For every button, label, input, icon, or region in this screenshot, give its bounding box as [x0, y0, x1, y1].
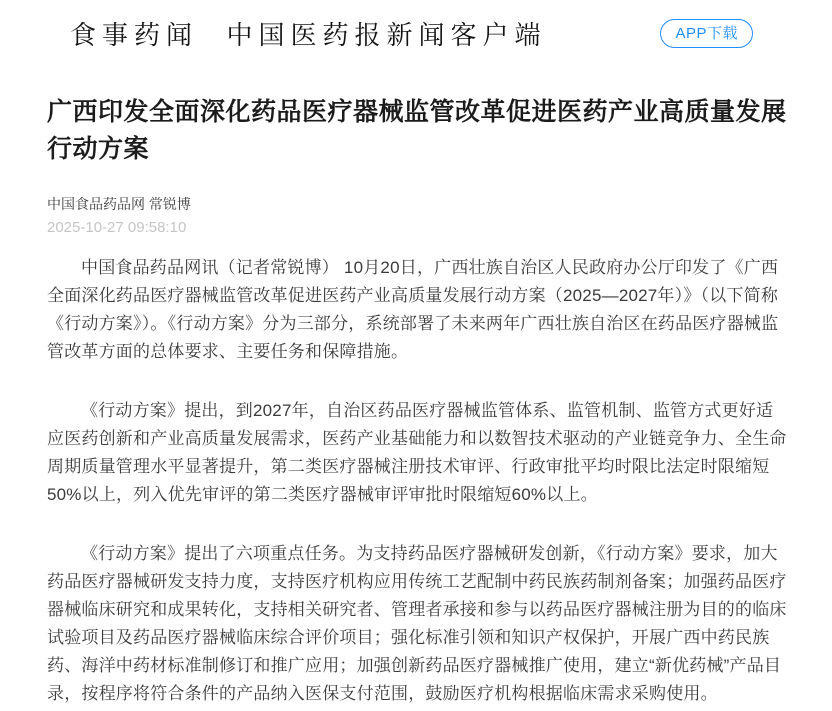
logo-text-right: 中国医药报新闻客户端 — [226, 20, 547, 50]
article-timestamp: 2025-10-27 09:58:10 — [47, 219, 187, 236]
article-paragraph-2: 《行动方案》提出，到2027年，自治区药品医疗器械监管体系、监管机制、监管方式更好适应医药创新和产业高质量发展需求，医药产业基础能力和以数智技术驱动的产业链竞争力、全生命周期质量管理水平显著提升，第二类医疗器械注册技术审评、行政审批平均时限比法定时限缩短50%以上，列入优先审评的第二类医疗器械审评审批时限缩短60%以上。 — [47, 401, 787, 504]
article-meta — [47, 194, 788, 236]
app-header — [0, 0, 832, 50]
article-paragraph-1: 中国食品药品网讯（记者常锐博） 10月20日，广西壮族自治区人民政府办公厅印发了《广西全面深化药品医疗器械监管改革促进医药产业高质量发展行动方案（2025—2027年）》（以下简称《行动方案》）。《行动方案》分为三部分，系统部署了未来两年广西壮族自治区在药品医疗器械监管改革方面的总体要求、主要任务和保障措施。 — [47, 258, 779, 361]
article-paragraph-3: 《行动方案》提出了六项重点任务。为支持药品医疗器械研发创新，《行动方案》要求，加大药品医疗器械研发支持力度，支持医疗机构应用传统工艺配制中药民族药制剂备案；加强药品医疗器械临床研究和成果转化，支持相关研究者、管理者承接和参与以药品医疗器械注册为目的的临床试验项目及药品医疗器械临床综合评价项目；强化标准引领和知识产权保护，开展广西中药民族药、海洋中药材标准制修订和推广应用；加强创新药品医疗器械推广使用，建立“新优药械”产品目录，按程序将符合条件的产品纳入医保支付范围，鼓励医疗机构根据临床需求采购使用。 — [47, 544, 787, 703]
app-download-button[interactable]: APP下载 — [660, 19, 753, 48]
logo-text-left: 食事药闻 — [70, 20, 199, 50]
app-logo — [70, 15, 547, 52]
article — [0, 94, 832, 708]
article-body — [47, 254, 788, 708]
article-source: 中国食品药品网 常锐博 — [47, 196, 191, 212]
article-title: 广西印发全面深化药品医疗器械监管改革促进医药产业高质量发展行动方案 — [47, 98, 787, 163]
